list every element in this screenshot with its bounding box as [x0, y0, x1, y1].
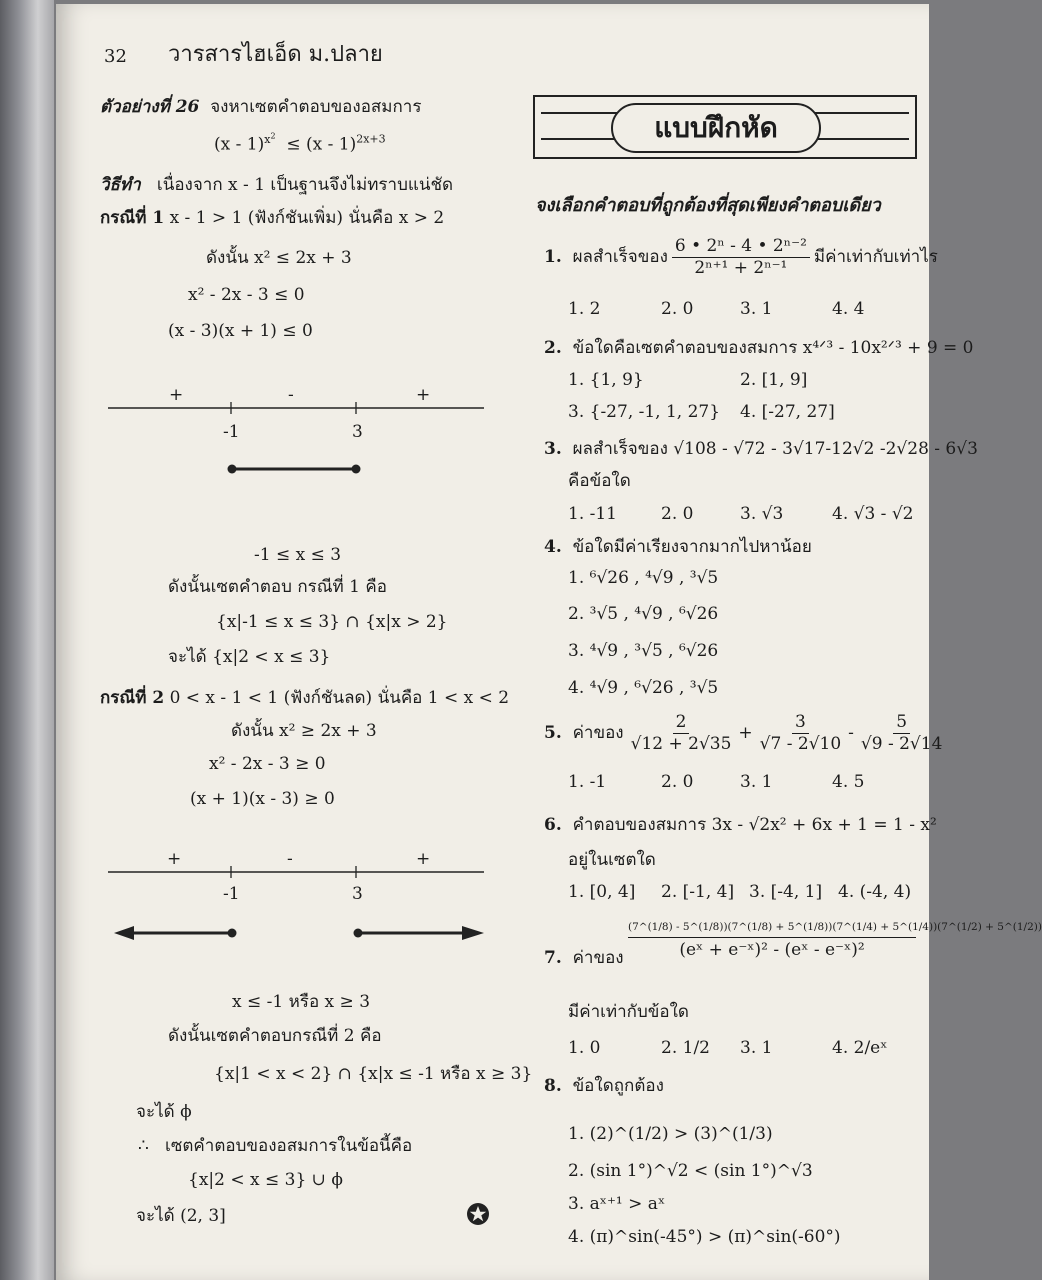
number-line-1 — [106, 400, 486, 420]
final-result: จะได้ (2, 3] — [136, 1206, 226, 1226]
case2-step1: ดังนั้น x² ≥ 2x + 3 — [231, 721, 377, 741]
example-inequality: (x - 1)$^{x^2}$ ≤ (x - 1)$^{2x+3}$ — [214, 131, 386, 155]
q8-choice-3: 3. aˣ⁺¹ > aˣ — [568, 1194, 666, 1214]
q1-fraction: $\frac{\text{6 • 2ⁿ - 4 • 2ⁿ⁻²}}{\text{2ⁿ⁺¹ + 2ⁿ⁻¹}}$ — [672, 238, 810, 277]
q4-choice-2: 2. ³√5 , ⁴√9 , ⁶√26 — [568, 604, 719, 624]
banner-title: แบบฝึกหัด — [611, 103, 821, 153]
nl1-sign-minus: - — [288, 385, 294, 405]
case2-range: x ≤ -1 หรือ x ≥ 3 — [232, 992, 371, 1012]
q7-fraction — [628, 921, 1042, 960]
case1-step2: x² - 2x - 3 ≤ 0 — [188, 285, 305, 305]
question-2: 2. ข้อใดคือเซตคำตอบของสมการ x⁴ᐟ³ - 10x²ᐟ³ + 9 = 0 — [544, 338, 974, 358]
case2-set: {x|1 < x < 2} ∩ {x|x ≤ -1 หรือ x ≥ 3} — [214, 1064, 533, 1084]
case1-step3: (x - 3)(x + 1) ≤ 0 — [168, 321, 313, 341]
q8-choice-2: 2. (sin 1°)^√2 < (sin 1°)^√3 — [568, 1161, 813, 1181]
q4-choice-4: 4. ⁴√9 , ⁶√26 , ³√5 — [568, 678, 719, 698]
question-1: 1. ผลสำเร็จของ $\frac{\text{6 • 2ⁿ - 4 • 2ⁿ⁻²}}{\text{2ⁿ⁺¹ + 2ⁿ⁻¹}}$ มีค่าเท่ากับเท่าไร — [544, 236, 938, 278]
final-set: {x|2 < x ≤ 3} ∪ ϕ — [188, 1170, 343, 1190]
book-page — [56, 4, 1042, 1280]
q6-choice-1: 1. [0, 4] — [568, 882, 636, 902]
case2-step3: (x + 1)(x - 3) ≥ 0 — [190, 789, 335, 809]
question-6: 6. คำตอบของสมการ 3x - √2x² + 6x + 1 = 1 - x² — [544, 815, 937, 835]
nl1-sign-plus-right: + — [416, 385, 431, 405]
q4-choice-1: 1. ⁶√26 , ⁴√9 , ³√5 — [568, 568, 719, 588]
solution-rays-2 — [112, 922, 486, 944]
exercise-banner — [533, 95, 917, 159]
q2-choice-1: 1. {1, 9} — [568, 370, 644, 390]
journal-title: วารสารไฮเอ็ด ม.ปลาย — [168, 42, 383, 67]
q1-choice-2: 2. 0 — [661, 299, 694, 319]
example-heading: ตัวอย่างที่ 26 จงหาเซตคำตอบของอสมการ — [100, 97, 422, 117]
q6-choice-3: 3. [-4, 1] — [749, 882, 823, 902]
case1-step1: ดังนั้น x² ≤ 2x + 3 — [206, 248, 352, 268]
q3-choice-4: 4. √3 - √2 — [832, 504, 914, 524]
nl1-tick-3: 3 — [352, 422, 363, 442]
case1-heading: กรณีที่ 1 x - 1 > 1 (ฟังก์ชันเพิ่ม) นั่นคือ x > 2 — [100, 208, 445, 228]
q7-choice-4: 4. 2/eˣ — [832, 1038, 888, 1058]
q7-choice-1: 1. 0 — [568, 1038, 601, 1058]
q5-choice-2: 2. 0 — [661, 772, 694, 792]
case2-result: จะได้ ϕ — [136, 1102, 192, 1122]
case2-step2: x² - 2x - 3 ≥ 0 — [209, 754, 326, 774]
q6-choice-2: 2. [-1, 4] — [661, 882, 735, 902]
case1-range: -1 ≤ x ≤ 3 — [254, 545, 342, 565]
question-6-cont: อยู่ในเซตใด — [568, 850, 656, 870]
case2-heading: กรณีที่ 2 0 < x - 1 < 1 (ฟังก์ชันลด) นั่นคือ 1 < x < 2 — [100, 688, 510, 708]
star-in-circle-icon — [466, 1202, 490, 1226]
q2-choice-4: 4. [-27, 27] — [740, 402, 835, 422]
page-number: 32 — [104, 46, 127, 67]
case1-result: จะได้ {x|2 < x ≤ 3} — [168, 647, 331, 667]
case1-conclusion: ดังนั้นเซตคำตอบ กรณีที่ 1 คือ — [168, 577, 387, 597]
q7-numerator: (7^(1/8) - 5^(1/8))(7^(1/8) + 5^(1/8))(7^(1/4) + 5^(1/4))(7^(1/2) + 5^(1/2)) — [628, 922, 916, 938]
q3-choice-3: 3. √3 — [740, 504, 784, 524]
q3-choice-1: 1. -11 — [568, 504, 617, 524]
nl2-tick-neg1: -1 — [223, 884, 240, 904]
number-line-2 — [106, 864, 486, 884]
q7-choice-3: 3. 1 — [740, 1038, 773, 1058]
q5-choice-4: 4. 5 — [832, 772, 865, 792]
therefore-line: ∴ เซตคำตอบของอสมการในข้อนี้คือ — [138, 1136, 413, 1156]
q5-term-2: $\frac{3}{√7 - 2√10}$ — [759, 712, 842, 754]
q5-term-1: $\frac{2}{√12 + 2√35}$ — [630, 712, 732, 754]
q5-choice-1: 1. -1 — [568, 772, 607, 792]
q5-term-3: $\frac{5}{√9 - 2√14}$ — [860, 712, 943, 754]
page-binding-shadow — [0, 0, 54, 1280]
question-7: 7. ค่าของ — [544, 948, 624, 968]
q2-choice-3: 3. {-27, -1, 1, 27} — [568, 402, 721, 422]
solution-segment-1 — [222, 462, 366, 476]
nl1-sign-plus-left: + — [169, 385, 184, 405]
case1-set: {x|-1 ≤ x ≤ 3} ∩ {x|x > 2} — [216, 612, 448, 632]
question-3: 3. ผลสำเร็จของ √108 - √72 - 3√17-12√2 -2√28 - 6√3 — [544, 439, 978, 459]
nl2-tick-3: 3 — [352, 884, 363, 904]
q6-choice-4: 4. (-4, 4) — [838, 882, 912, 902]
q4-choice-3: 3. ⁴√9 , ³√5 , ⁶√26 — [568, 641, 719, 661]
q8-choice-4: 4. (π)^sin(-45°) > (π)^sin(-60°) — [568, 1227, 841, 1247]
case2-conclusion: ดังนั้นเซตคำตอบกรณีที่ 2 คือ — [168, 1026, 382, 1046]
question-7-cont: มีค่าเท่ากับข้อใด — [568, 1002, 689, 1022]
exercise-instruction: จงเลือกคำตอบที่ถูกต้องที่สุดเพียงคำตอบเดียว — [535, 195, 881, 216]
q1-choice-3: 3. 1 — [740, 299, 773, 319]
nl2-sign-plus-left: + — [167, 849, 182, 869]
q1-choice-1: 1. 2 — [568, 299, 601, 319]
question-8: 8. ข้อใดถูกต้อง — [544, 1076, 664, 1096]
question-4: 4. ข้อใดมีค่าเรียงจากมากไปหาน้อย — [544, 537, 812, 557]
q7-choice-2: 2. 1/2 — [661, 1038, 710, 1058]
nl2-sign-minus: - — [287, 849, 293, 869]
q5-choice-3: 3. 1 — [740, 772, 773, 792]
q2-choice-2: 2. [1, 9] — [740, 370, 808, 390]
nl2-sign-plus-right: + — [416, 849, 431, 869]
question-3-cont: คือข้อใด — [568, 471, 631, 491]
q8-choice-1: 1. (2)^(1/2) > (3)^(1/3) — [568, 1124, 773, 1144]
question-5: 5. ค่าของ $\frac{2}{√12 + 2√35}$ + $\frac{3}{√7 - 2√10}$ - $\frac{5}{√9 - 2√14}$ — [544, 714, 949, 753]
q1-choice-4: 4. 4 — [832, 299, 865, 319]
q7-denominator: (eˣ + e⁻ˣ)² - (eˣ - e⁻ˣ)² — [679, 939, 865, 960]
q3-choice-2: 2. 0 — [661, 504, 694, 524]
method-line: วิธีทำ เนื่องจาก x - 1 เป็นฐานจึงไม่ทราบแน่ชัด — [100, 175, 454, 195]
nl1-tick-neg1: -1 — [223, 422, 240, 442]
